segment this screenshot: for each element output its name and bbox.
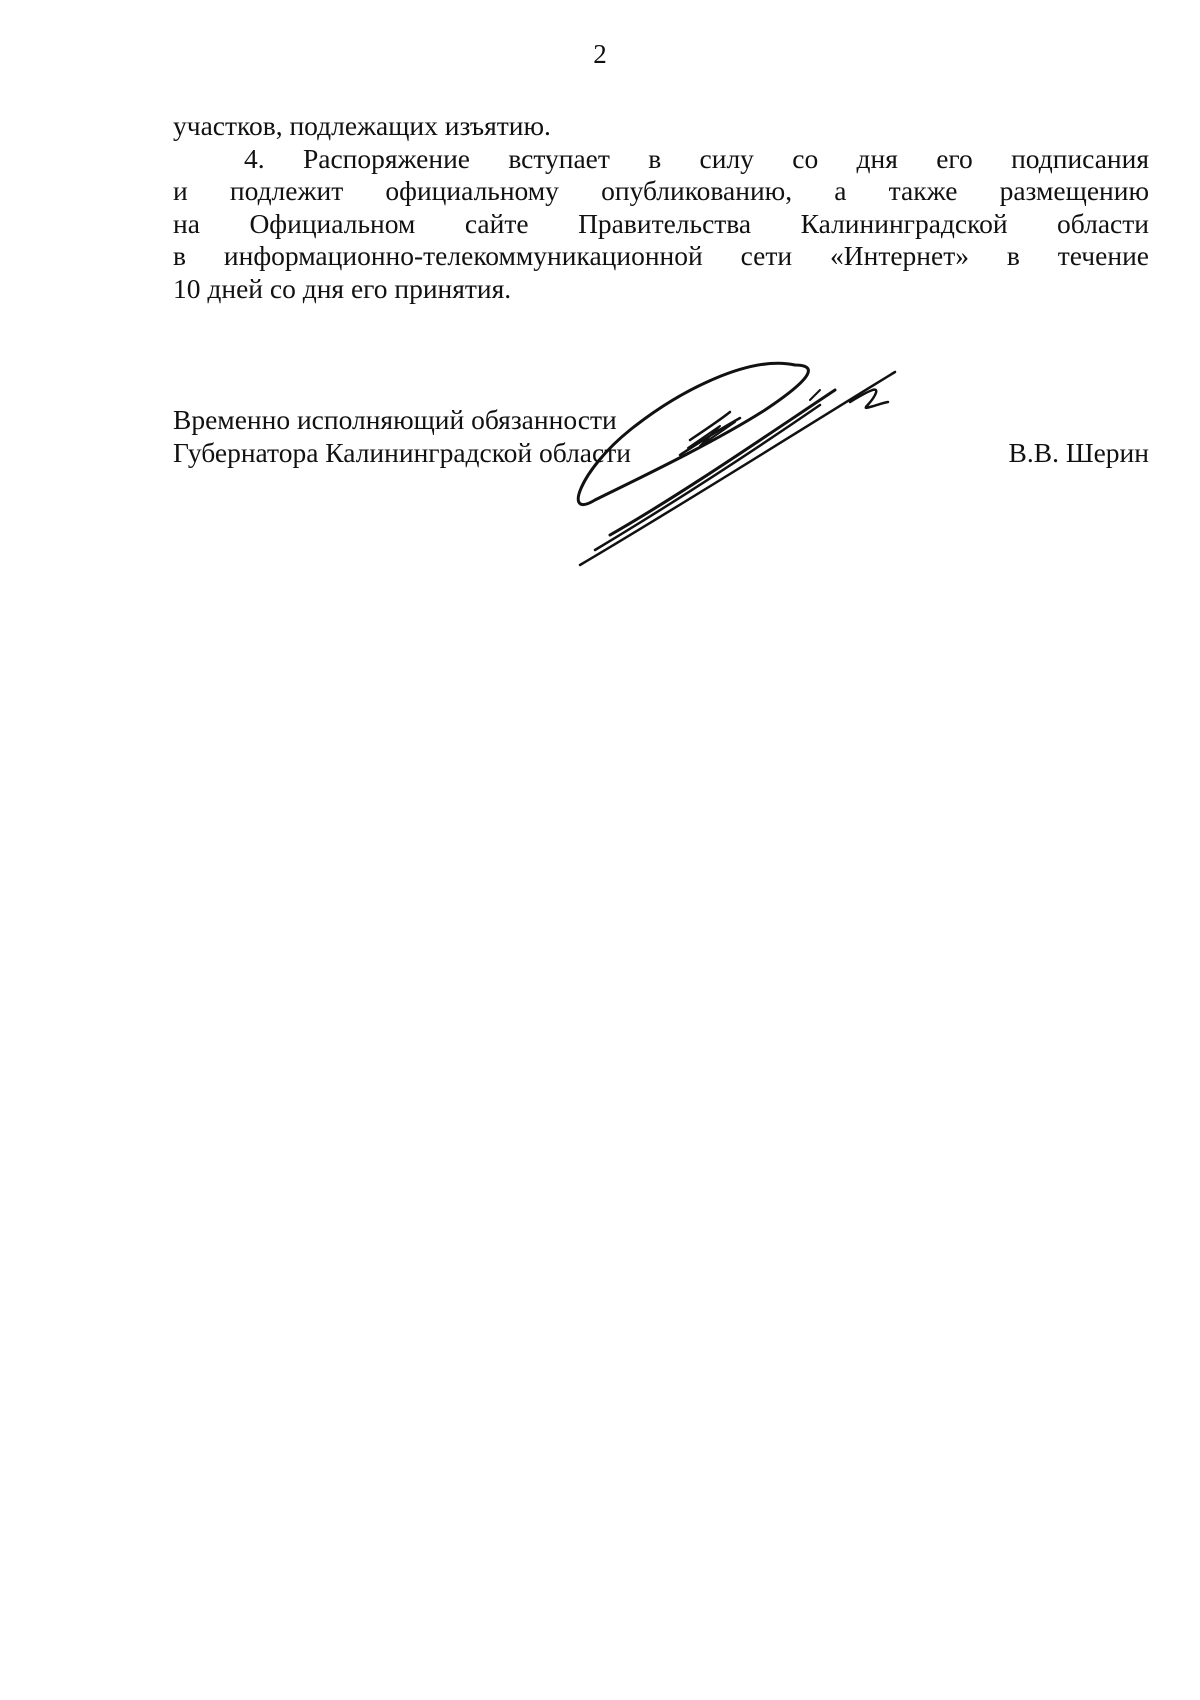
paragraph-4-line-5: 10 дней со дня его принятия. <box>173 272 512 304</box>
signatory-position-line-2: Губернатора Калининградской области <box>173 436 631 468</box>
signatory-name: В.В. Шерин <box>1008 436 1149 468</box>
paragraph-4-line-3: на Официальном сайте Правительства Калининградской области <box>173 207 1149 239</box>
document-body <box>173 110 1149 305</box>
paragraph-4-line-2: и подлежит официальному опубликованию, а также размещению <box>173 175 1149 206</box>
paragraph-4-line-1: 4. Распоряжение вступает в силу со дня его подписания <box>244 142 1149 174</box>
page-number: 2 <box>593 39 607 69</box>
handwritten-signature <box>570 360 950 600</box>
paragraph-4-line-4: в информационно-телекоммуникационной сети «Интернет» в течение <box>173 240 1149 271</box>
signatory-position <box>173 404 631 469</box>
body-line-continuation: участков, подлежащих изъятию. <box>173 110 551 141</box>
signatory-position-line-1: Временно исполняющий обязанности <box>173 404 617 435</box>
